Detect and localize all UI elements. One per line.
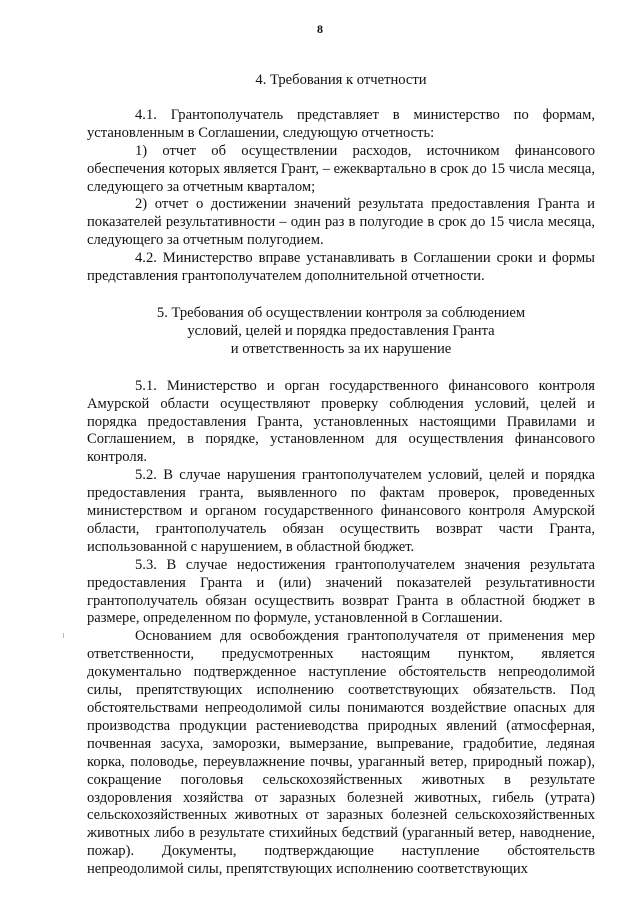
paragraph-4-1: 4.1. Грантополучатель представляет в министерство по формам, установленным в Соглашении, следующую отчетность:	[87, 106, 595, 141]
section-5-heading-line: условий, целей и порядка предоставления Гранта	[187, 322, 495, 339]
paragraph-5-3-exemption: Основанием для освобождения грантополучателя от применения мер ответственности, предусмотренных настоящим пунктом, является документально подтвержденное наступление обстоятельств непреодолимой силы, препятствующих исполнению соответствующих обязательств. Под обстоятельствами непреодолимой силы понимаются воздействие опасных для производства продукции растениеводства природных явлений (атмосферная, почвенная засуха, заморозки, вымерзание, выпревание, градобитие, ледяная корка, половодье, переувлажнение почвы, ураганный ветер, природный пожар), сокращение поголовья сельскохозяйственных животных в результате оздоровления хозяйства от заразных болезней животных, гибель (утрата) сельскохозяйственных животных от заразных болезней сельскохозяйственных животных либо в результате стихийных бедствий (ураганный ветер, наводнение, пожар). Документы, подтверждающие наступление обстоятельств непреодолимой силы, препятствующих исполнению соответствующих	[87, 628, 595, 878]
section-5-heading	[87, 305, 595, 359]
paragraph-4-1-item-1: 1) отчет об осуществлении расходов, источником финансового обеспечения которых является Грант, – ежеквартально в срок до 15 числа месяца, следующего за отчетным кварталом;	[87, 142, 595, 195]
paragraph-4-1-item-2: 2) отчет о достижении значений результата предоставления Гранта и показателей результативности – один раз в полугодие в срок до 15 числа месяца, следующего за отчетным полугодием.	[87, 196, 595, 249]
paragraph-5-2: 5.2. В случае нарушения грантополучателем условий, целей и порядка предоставления гранта, выявленного по фактам проверок, проведенных министерством и органом государственного финансового контроля Амурской области, грантополучатель обязан осуществить возврат части Гранта, использованной с нарушением, в областной бюджет.	[87, 467, 595, 555]
document-body	[87, 72, 595, 879]
page-number: 8	[317, 22, 323, 36]
margin-mark	[63, 633, 64, 638]
section-5-heading-line: и ответственность за их нарушение	[230, 340, 452, 357]
section-4-heading: 4. Требования к отчетности	[255, 72, 427, 88]
paragraph-5-3: 5.3. В случае недостижения грантополучателем значения результата предоставления Гранта и (или) значений показателей результативности грантополучатель обязан осуществить возврат Гранта в областной бюджет в размере, определенном по формуле, установленной в Соглашении.	[87, 556, 595, 627]
section-5-heading-line: 5. Требования об осуществлении контроля за соблюдением	[156, 304, 526, 321]
paragraph-4-2: 4.2. Министерство вправе устанавливать в Соглашении сроки и формы представления грантополучателем дополнительной отчетности.	[87, 250, 595, 285]
paragraph-5-1: 5.1. Министерство и орган государственного финансового контроля Амурской области осуществляют проверку соблюдения условий, целей и порядка предоставления Гранта, установленных настоящими Правилами и Соглашением, в порядке, установленном для осуществления финансового контроля.	[87, 377, 595, 466]
